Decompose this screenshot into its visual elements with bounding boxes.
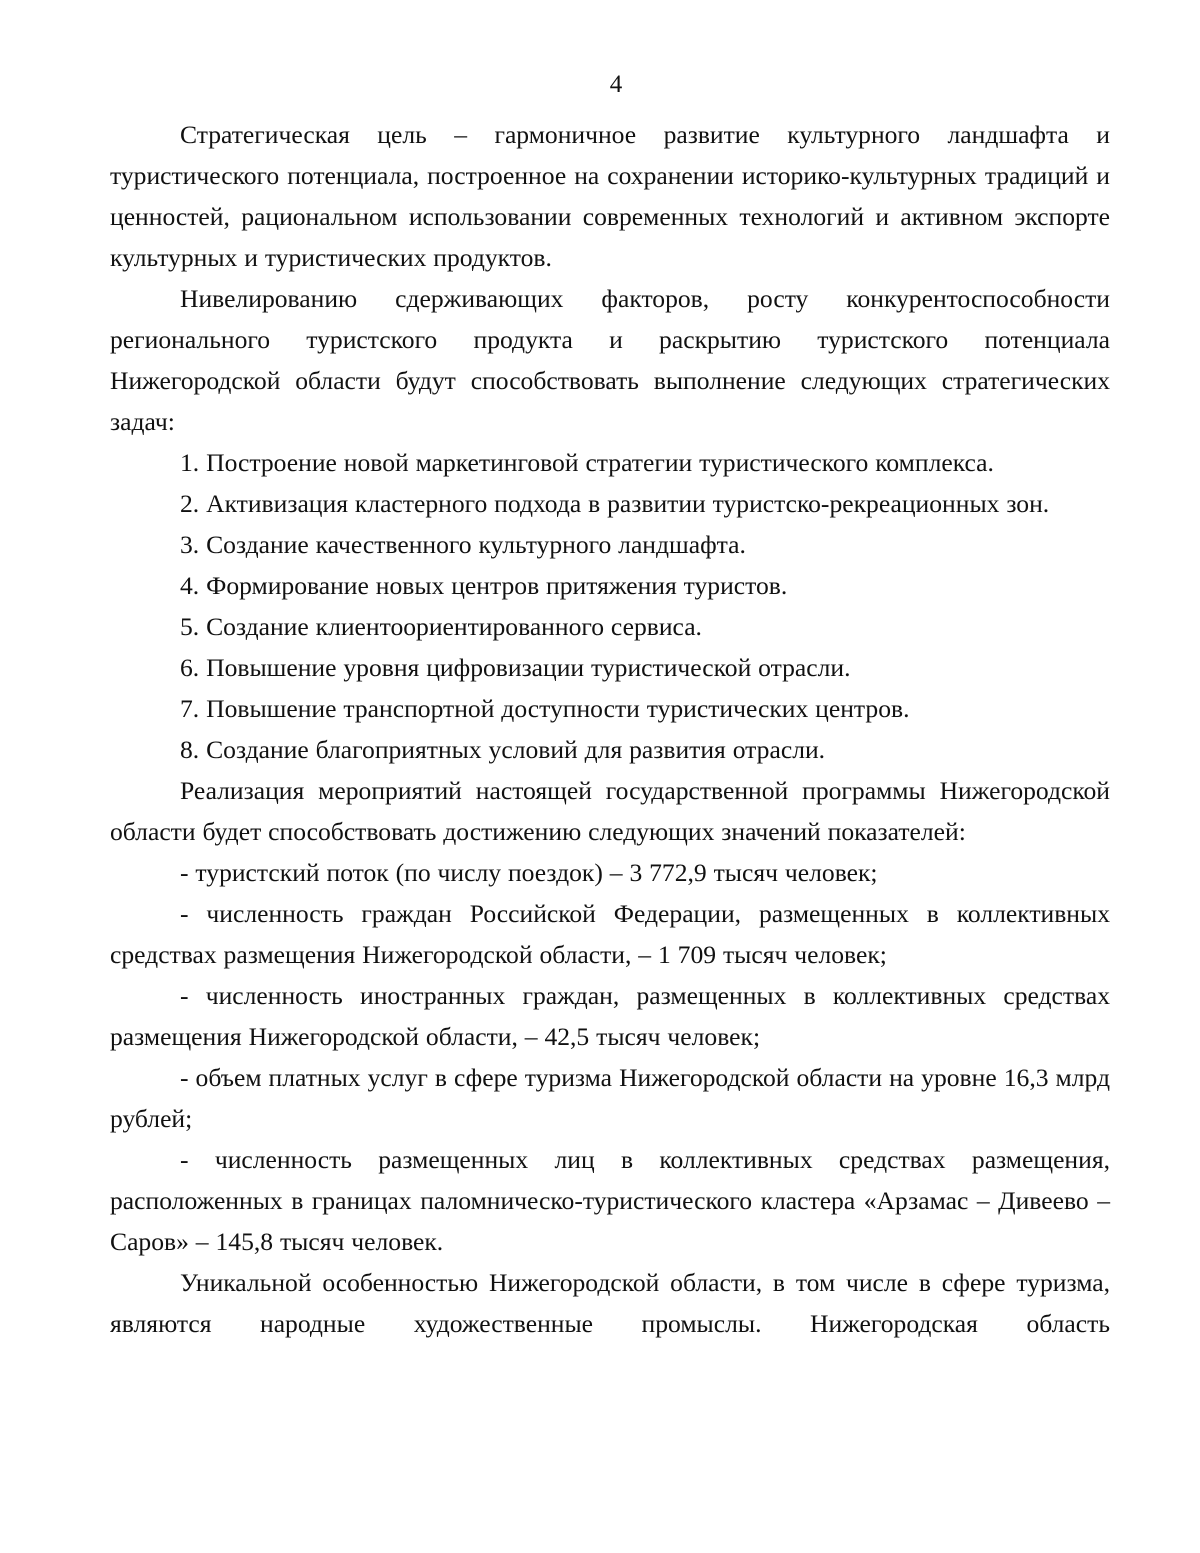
task-item-4: 4. Формирование новых центров притяжения туристов. <box>180 571 788 600</box>
indicator-item-tourist-flow: - туристский поток (по числу поездок) – 3 772,9 тысяч человек; <box>180 858 878 887</box>
task-item-1: 1. Построение новой маркетинговой стратегии туристического комплекса. <box>180 448 994 477</box>
indicator-item-pilgrimage-cluster: - численность размещенных лиц в коллективных средствах размещения, расположенных в границах паломническо-туристического кластера «Арзамас – Дивеево – Саров» – 145,8 тысяч человек. <box>110 1145 1110 1256</box>
task-item-3: 3. Создание качественного культурного ландшафта. <box>180 530 746 559</box>
page-number: 4 <box>609 71 623 98</box>
task-item-7: 7. Повышение транспортной доступности туристических центров. <box>180 694 910 723</box>
task-item-5: 5. Создание клиентоориентированного сервиса. <box>180 612 702 641</box>
paragraph-folk-crafts: Уникальной особенностью Нижегородской области, в том числе в сфере туризма, являются народные художественные промыслы. Нижегородская область <box>110 1268 1110 1338</box>
document-body <box>110 114 1110 1344</box>
paragraph-strategic-goal: Стратегическая цель – гармоничное развитие культурного ландшафта и туристического потенциала, построенное на сохранении историко-культурных традиций и ценностей, рациональном использовании современных технологий и активном экспорте культурных и туристических продуктов. <box>110 120 1110 272</box>
paragraph-strategic-tasks-intro: Нивелированию сдерживающих факторов, росту конкурентоспособности регионального туристского продукта и раскрытию туристского потенциала Нижегородской области будут способствовать выполнение следующих стратегических задач: <box>110 284 1110 436</box>
task-item-6: 6. Повышение уровня цифровизации туристической отрасли. <box>180 653 851 682</box>
indicator-item-paid-services: - объем платных услуг в сфере туризма Нижегородской области на уровне 16,3 млрд рублей; <box>110 1063 1110 1133</box>
indicator-item-foreign-citizens: - численность иностранных граждан, размещенных в коллективных средствах размещения Нижегородской области, – 42,5 тысяч человек; <box>110 981 1110 1051</box>
task-item-8: 8. Создание благоприятных условий для развития отрасли. <box>180 735 826 764</box>
paragraph-indicators-intro: Реализация мероприятий настоящей государственной программы Нижегородской области будет способствовать достижению следующих значений показателей: <box>110 776 1110 846</box>
indicator-item-russian-citizens: - численность граждан Российской Федерации, размещенных в коллективных средствах размещения Нижегородской области, – 1 709 тысяч человек; <box>110 899 1110 969</box>
task-item-2: 2. Активизация кластерного подхода в развитии туристско-рекреационных зон. <box>180 489 1050 518</box>
